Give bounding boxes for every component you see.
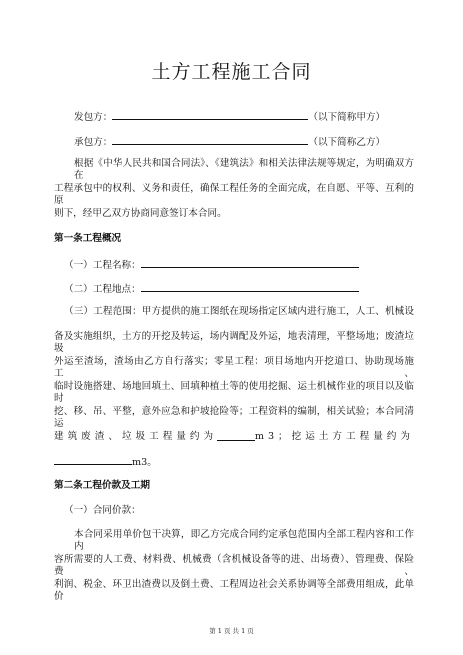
scope-line-3: 外运至渣场，渣场由乙方自行落实；零星工程：项目场地内开挖道口、协助现场施工、 — [54, 356, 414, 379]
volume-label-a: 建筑废渣、垃圾工程量约为 — [54, 431, 218, 442]
project-name-line — [64, 258, 424, 272]
project-name-blank — [141, 258, 359, 268]
scope-line-4: 临时设施搭建、场地回填土、回填种植土等的使用挖掘、运土机械作业的项目以及临时 — [54, 381, 414, 404]
project-site-blank — [141, 282, 359, 292]
article1-heading: 第一条工程概况 — [54, 233, 122, 244]
project-site-line — [64, 282, 424, 296]
contract-price-heading: （一）合同价款： — [64, 505, 141, 516]
intro-line-2: 工程承包中的权利、义务和责任，确保工程任务的全面完成，在自愿、平等、互利的原 — [54, 183, 414, 206]
price-line-1: 本合同采用单价包干决算，即乙方完成合同约定承包范围内全部工程内容和工作内 — [74, 529, 414, 552]
waste-volume-blank — [217, 431, 255, 441]
volume-label-c: m3。 — [132, 457, 157, 468]
party-a-line — [74, 110, 414, 124]
price-line-3: 利润、税金、环卫出渣费以及倒土费、工程周边社会关系协调等全部费用组成，此单价 — [54, 579, 414, 602]
article2-heading: 第二条工程价款及工期 — [54, 480, 150, 491]
price-line-2: 容所需要的人工费、材料费、机械费（含机械设备等的进、出场费）、管理费、保险费、 — [54, 554, 414, 577]
scope-line-5: 挖、移、吊、平整，意外应急和护坡抢险等；工程资料的编制，相关试验；本合同清运 — [54, 406, 414, 429]
scope-line-2: 备及实施组织，土方的开挖及转运，场内调配及外运，地表清理，平整场地；废渣垃圾 — [54, 331, 414, 354]
party-b-label: 承包方： — [74, 137, 113, 148]
scope-line-1: （三）工程范围：甲方提供的施工图纸在现场指定区域内进行施工，人工、机械设 — [64, 306, 414, 317]
party-a-label: 发包方： — [74, 112, 113, 123]
volume-line-2 — [54, 455, 414, 469]
volume-label-b: m3；挖运土方工程量约为 — [254, 431, 414, 442]
party-a-suffix: （以下简称甲方） — [308, 112, 386, 123]
party-b-suffix: （以下简称乙方） — [308, 137, 386, 148]
earth-volume-blank — [54, 455, 132, 465]
party-b-blank — [112, 135, 308, 145]
party-a-blank — [112, 110, 308, 120]
volume-line — [54, 431, 414, 443]
page-footer: 第 1 页 共 1 页 — [209, 627, 254, 635]
project-site-label: （二）工程地点： — [64, 284, 141, 295]
intro-line-3: 则下，经甲乙双方协商同意签订本合同。 — [54, 208, 227, 219]
party-b-line — [74, 135, 414, 149]
document-title: 土方工程施工合同 — [151, 61, 312, 83]
project-name-label: （一）工程名称： — [64, 260, 141, 271]
intro-line-1: 根据《中华人民共和国合同法》、《建筑法》和相关法律法规等规定，为明确双方在 — [74, 158, 414, 181]
